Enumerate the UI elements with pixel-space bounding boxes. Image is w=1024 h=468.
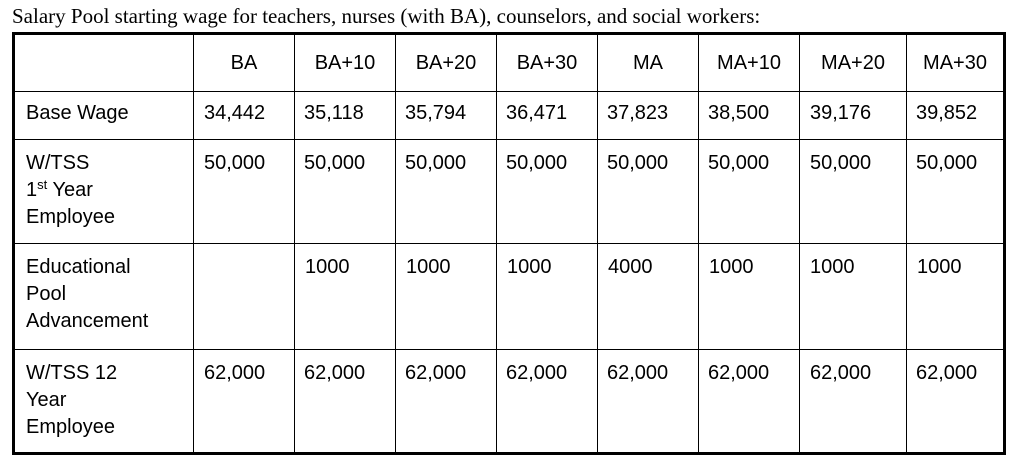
row-label-line: Base Wage [26, 102, 129, 124]
table-cell: 50,000 [295, 140, 396, 244]
table-cell: 37,823 [598, 92, 699, 140]
table-cell: 4000 [598, 244, 699, 350]
row-label-line: Employee [26, 416, 115, 438]
table-cell: 36,471 [497, 92, 598, 140]
header-row [14, 34, 1005, 92]
table-cell: 50,000 [800, 140, 907, 244]
column-header-ma-30: MA+30 [907, 34, 1005, 92]
row-label-line: W/TSS [26, 152, 90, 174]
table-cell: 62,000 [800, 350, 907, 454]
table-cell: 50,000 [699, 140, 800, 244]
row-label-educational-pool [14, 244, 194, 350]
table-cell: 62,000 [194, 350, 295, 454]
column-header-ma-10: MA+10 [699, 34, 800, 92]
row-label-line: Year [26, 389, 67, 411]
table-cell: 39,176 [800, 92, 907, 140]
table-row-twelve-year [14, 350, 1005, 454]
column-header-ba-20: BA+20 [396, 34, 497, 92]
table-cell: 50,000 [396, 140, 497, 244]
table-cell: 50,000 [907, 140, 1005, 244]
header-corner-cell [14, 34, 194, 92]
row-label-line: Advancement [26, 310, 149, 332]
table-cell: 35,118 [295, 92, 396, 140]
table-cell: 35,794 [396, 92, 497, 140]
table-caption: Salary Pool starting wage for teachers, nurses (with BA), counselors, and social workers: [12, 4, 761, 28]
table-cell: 1000 [497, 244, 598, 350]
table-cell: 62,000 [295, 350, 396, 454]
row-label-line: Pool [26, 283, 67, 305]
row-label-base-wage [14, 92, 194, 140]
table-cell: 50,000 [194, 140, 295, 244]
table-row-first-year [14, 140, 1005, 244]
row-label-first-year [14, 140, 194, 244]
table-cell: 62,000 [699, 350, 800, 454]
table-row-educational-pool [14, 244, 1005, 350]
row-label-twelve-year [14, 350, 194, 454]
column-header-ba-10: BA+10 [295, 34, 396, 92]
row-label-line: 1 [26, 179, 38, 201]
table-cell: 50,000 [598, 140, 699, 244]
table-cell: 50,000 [497, 140, 598, 244]
column-header-ba-30: BA+30 [497, 34, 598, 92]
row-label-line: Employee [26, 206, 115, 228]
column-header-ba: BA [194, 34, 295, 92]
table-cell: 1000 [699, 244, 800, 350]
table-cell: 39,852 [907, 92, 1005, 140]
row-label-line: Educational [26, 256, 131, 278]
column-header-ma-20: MA+20 [800, 34, 907, 92]
table-cell: 1000 [295, 244, 396, 350]
table-cell: 1000 [396, 244, 497, 350]
column-header-ma: MA [598, 34, 699, 92]
salary-pool-table [12, 32, 1006, 455]
table-cell [194, 244, 295, 350]
row-label-line: W/TSS 12 [26, 362, 118, 384]
table-cell: 62,000 [396, 350, 497, 454]
table-cell: 62,000 [907, 350, 1005, 454]
table-cell: 38,500 [699, 92, 800, 140]
table-cell: 62,000 [598, 350, 699, 454]
ordinal-suffix: st [37, 177, 48, 192]
row-label-line: Year [47, 179, 93, 201]
table-cell: 62,000 [497, 350, 598, 454]
table-cell: 34,442 [194, 92, 295, 140]
table-row-base-wage [14, 92, 1005, 140]
table-cell: 1000 [800, 244, 907, 350]
table-cell: 1000 [907, 244, 1005, 350]
